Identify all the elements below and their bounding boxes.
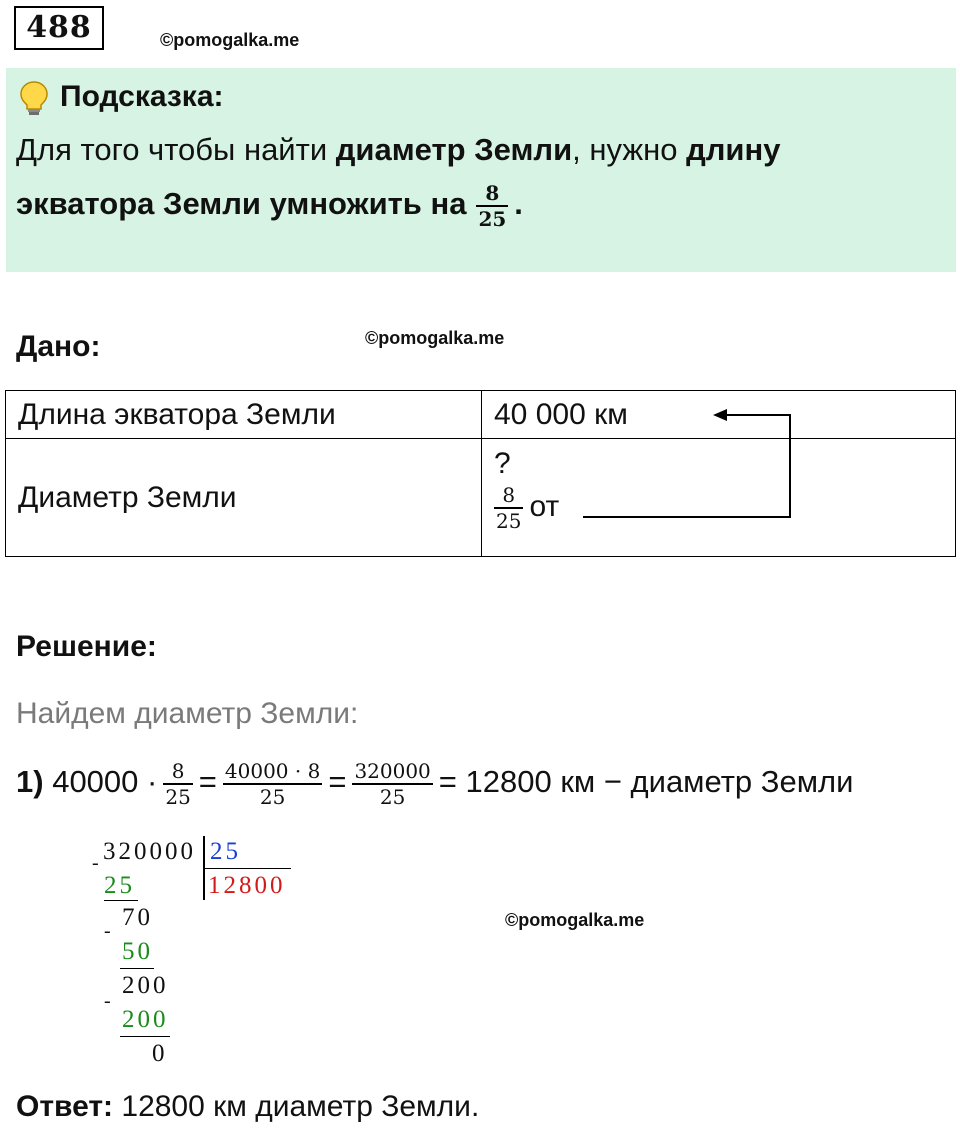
dividend: 320000 <box>103 838 196 865</box>
quotient: 12800 <box>208 872 286 899</box>
fraction <box>163 759 192 809</box>
answer-text: 12800 км диаметр Земли. <box>113 1090 480 1123</box>
division-remainder: 0 <box>152 1040 168 1067</box>
fraction-denominator: 25 <box>165 784 191 809</box>
fraction-numerator: 8 <box>171 758 185 783</box>
task-number: 488 <box>14 6 104 50</box>
fraction <box>223 759 322 809</box>
solution-subtitle: Найдем диаметр Земли: <box>16 697 359 730</box>
equals-sign: = <box>328 764 347 799</box>
watermark: ©pomogalka.me <box>160 30 300 50</box>
division-horizontal-line <box>203 868 291 869</box>
division-underline <box>120 1036 170 1037</box>
fraction <box>352 759 432 809</box>
answer <box>16 1090 479 1124</box>
result: = 12800 км − диаметр Земли <box>438 764 854 799</box>
of-label: от <box>529 489 560 523</box>
hint-bold-diameter: диаметр Земли <box>335 132 573 167</box>
fraction-denominator: 25 <box>496 509 522 533</box>
fraction-numerator: 8 <box>502 483 516 507</box>
minus-sign: - <box>104 990 114 1012</box>
hint-text: , нужно <box>572 132 687 167</box>
division-step: 70 <box>122 904 153 931</box>
fraction-numerator: 40000 · 8 <box>224 758 321 783</box>
term: 40000 · <box>52 764 158 799</box>
solution-step-1 <box>16 752 853 812</box>
minus-sign: - <box>104 920 114 942</box>
hint-bold-equator: экватора Земли умножить на <box>16 186 467 221</box>
equals-sign: = <box>198 764 217 799</box>
table-cell-label: Длина экватора Земли <box>6 391 482 439</box>
divisor: 25 <box>210 838 241 865</box>
hint-period: . <box>514 186 523 221</box>
fraction-numerator: 8 <box>485 180 500 205</box>
division-step: 200 <box>122 1006 169 1033</box>
fraction-denominator: 25 <box>478 206 507 231</box>
division-underline <box>120 968 154 969</box>
hint-text: Для того чтобы найти <box>16 132 336 167</box>
solution-title: Решение: <box>16 630 157 663</box>
fraction-numerator: 320000 <box>354 758 431 783</box>
division-step: 200 <box>122 972 169 999</box>
fraction-denominator: 25 <box>352 783 432 809</box>
watermark: ©pomogalka.me <box>505 910 645 930</box>
step-label: 1) <box>16 764 44 799</box>
table-cell-label: Диаметр Земли <box>6 439 482 557</box>
division-step: 25 <box>104 872 135 899</box>
given-title: Дано: <box>16 330 101 363</box>
table-cell-value: 40 000 км <box>482 391 956 439</box>
answer-label: Ответ: <box>16 1090 114 1123</box>
fraction-denominator: 25 <box>223 783 322 809</box>
unknown-mark: ? <box>494 447 511 480</box>
hint-bold-length: длину <box>686 132 781 167</box>
division-underline <box>104 900 138 901</box>
watermark: ©pomogalka.me <box>365 328 505 348</box>
minus-sign: - <box>92 852 102 874</box>
division-step: 50 <box>122 938 153 965</box>
hint-title: Подсказка: <box>60 80 224 113</box>
